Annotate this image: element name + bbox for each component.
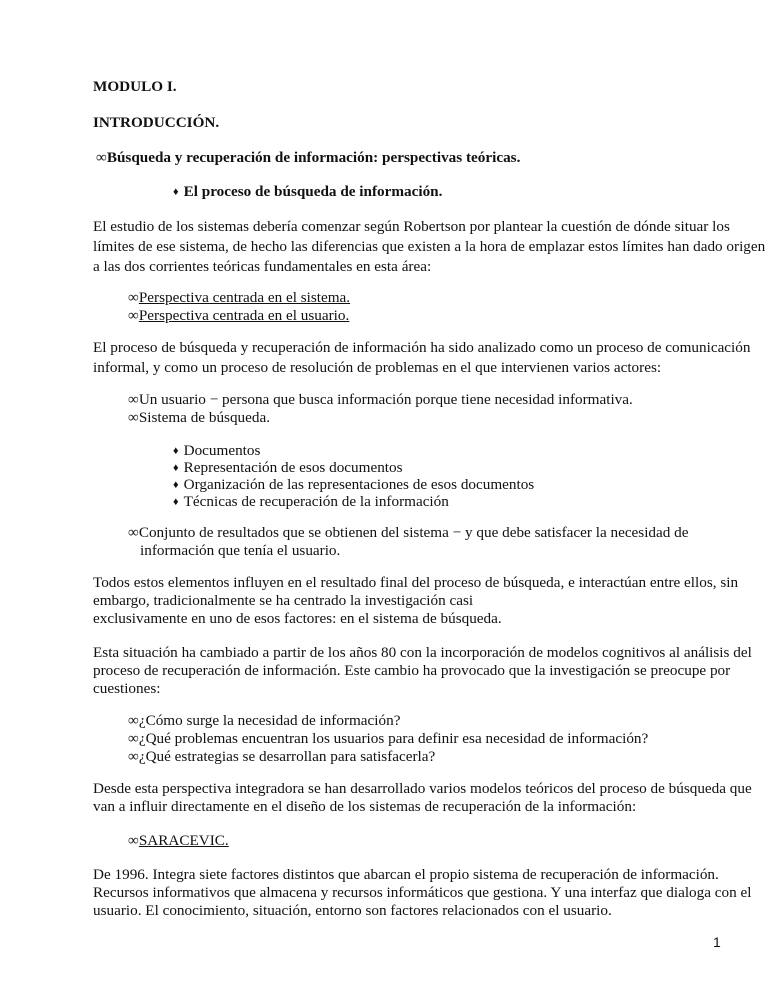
infinity-bullet-icon: ∞ [128,409,139,426]
infinity-bullet-icon: ∞ [128,712,139,729]
subsection-heading [173,183,442,201]
page-number: 1 [713,934,721,950]
heading-modulo: MODULO I. [93,78,177,95]
perspective-system-link[interactable]: Perspectiva centrada en el sistema. [138,289,351,306]
list-item [173,459,403,477]
list-item [173,442,260,460]
list-item-text: ¿Qué estrategias se desarrollan para satisfacerla? [138,748,436,765]
paragraph-line: El proceso de búsqueda y recuperación de información ha sido analizado como un proceso de comunicación [93,339,751,356]
infinity-bullet-icon: ∞ [96,149,107,166]
list-item [128,289,350,307]
diamond-bullet-icon: ♦ [173,462,179,474]
list-item-text: Sistema de búsqueda. [138,409,271,426]
list-item-text: Documentos [183,442,261,459]
paragraph-line: embargo, tradicionalmente se ha centrado la investigación casi [93,592,474,609]
list-item-text: Un usuario − persona que busca información porque tiene necesidad informativa. [138,391,633,408]
subsection-title: El proceso de búsqueda de información. [183,183,443,200]
list-item [173,476,534,494]
paragraph-line: Desde esta perspectiva integradora se han desarrollado varios modelos teóricos del proceso de búsqueda que [93,780,752,797]
section-heading [96,149,520,167]
paragraph-line: van a influir directamente en el diseño de los sistemas de recuperación de la información: [93,798,637,815]
list-item [128,409,270,427]
list-item-continuation: información que tenía el usuario. [140,542,341,559]
list-item-text: Conjunto de resultados que se obtienen del sistema − y que debe satisfacer la necesidad de [138,524,689,541]
paragraph-line: usuario. El conocimiento, situación, entorno son factores relacionados con el usuario. [93,902,612,919]
list-item [173,493,449,511]
paragraph-line: proceso de recuperación de información. Este cambio ha provocado que la investigación se preocupe por [93,662,731,679]
list-item-text: ¿Cómo surge la necesidad de información? [138,712,401,729]
paragraph-line: exclusivamente en uno de esos factores: en el sistema de búsqueda. [93,610,502,627]
diamond-bullet-icon: ♦ [173,479,179,491]
diamond-bullet-icon: ♦ [173,186,179,198]
heading-introduccion: INTRODUCCIÓN. [93,114,220,131]
list-item-text: Organización de las representaciones de esos documentos [183,476,535,493]
infinity-bullet-icon: ∞ [128,391,139,408]
list-item-text: Representación de esos documentos [183,459,403,476]
list-item [128,712,400,730]
list-item-text: Técnicas de recuperación de la información [183,493,449,510]
paragraph-line: Todos estos elementos influyen en el resultado final del proceso de búsqueda, e interactúan entre ellos, sin [93,574,739,591]
list-item-text: ¿Qué problemas encuentran los usuarios para definir esa necesidad de información? [138,730,649,747]
infinity-bullet-icon: ∞ [128,524,139,541]
infinity-bullet-icon: ∞ [128,748,139,765]
paragraph-line: a las dos corrientes teóricas fundamentales en esta área: [93,258,432,275]
paragraph-line: Recursos informativos que almacena y recursos informáticos que gestiona. Y una interfaz que dialoga con el [93,884,752,901]
paragraph-line: De 1996. Integra siete factores distintos que abarcan el propio sistema de recuperación de información. [93,866,719,883]
paragraph-line: informal, y como un proceso de resolución de problemas en el que intervienen varios actores: [93,359,662,376]
infinity-bullet-icon: ∞ [128,289,139,306]
model-item [128,832,229,850]
list-item [128,307,349,325]
list-item [128,391,633,409]
infinity-bullet-icon: ∞ [128,730,139,747]
section-title: Búsqueda y recuperación de información: perspectivas teóricas. [106,149,521,166]
list-item [128,730,648,748]
list-item [128,748,435,766]
perspective-user-link[interactable]: Perspectiva centrada en el usuario. [138,307,350,324]
diamond-bullet-icon: ♦ [173,496,179,508]
paragraph-line: límites de ese sistema, de hecho las diferencias que existen a la hora de emplazar estos límites han dado origen [93,238,766,255]
saracevic-link[interactable]: SARACEVIC. [138,832,229,849]
paragraph-line: cuestiones: [93,680,161,697]
list-item [128,524,689,542]
paragraph-line: El estudio de los sistemas debería comenzar según Robertson por plantear la cuestión de dónde situar los [93,218,730,235]
paragraph-line: Esta situación ha cambiado a partir de los años 80 con la incorporación de modelos cognitivos al análisis del [93,644,752,661]
infinity-bullet-icon: ∞ [128,832,139,849]
diamond-bullet-icon: ♦ [173,445,179,457]
infinity-bullet-icon: ∞ [128,307,139,324]
